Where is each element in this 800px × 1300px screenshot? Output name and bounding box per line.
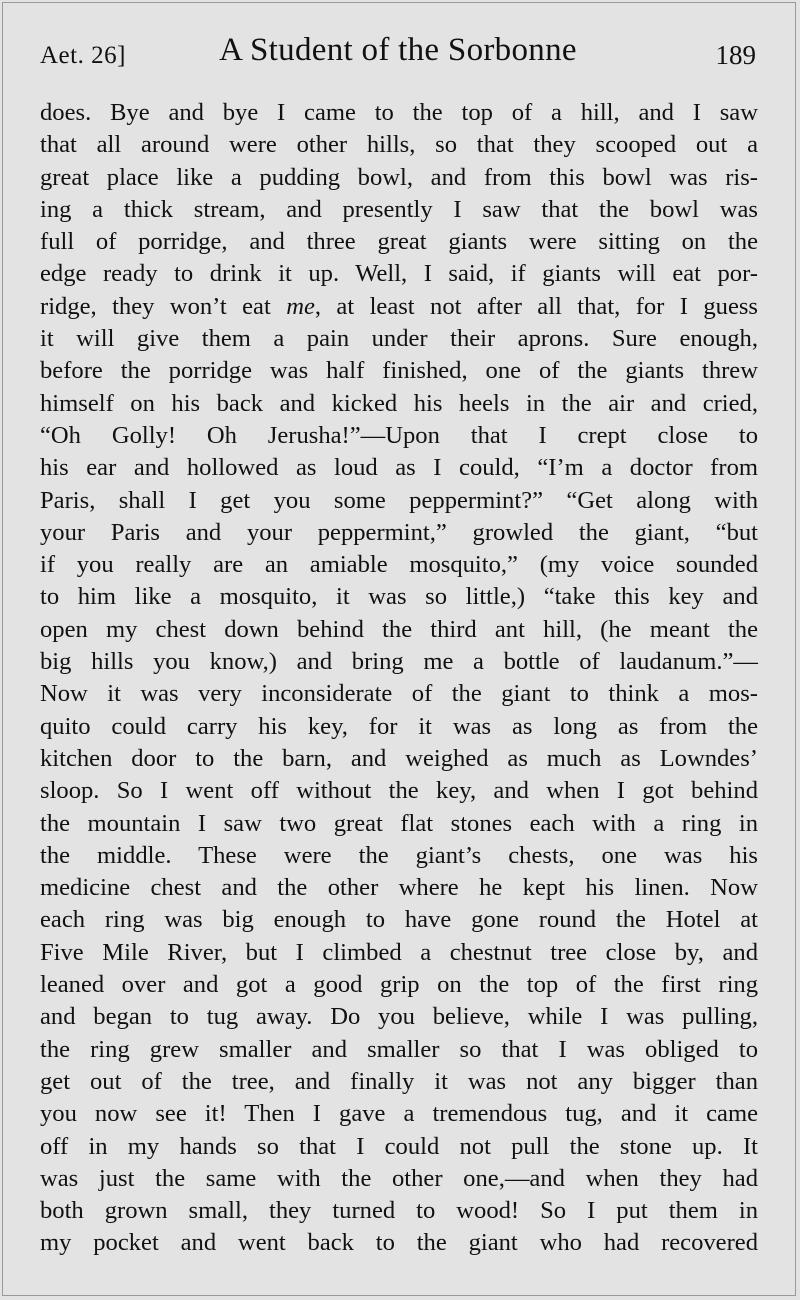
text-line: was just the same with the other one,—and when they had: [40, 1164, 758, 1192]
text-line: the mountain I saw two great flat stones each with a ring in: [40, 809, 758, 837]
text-line: medicine chest and the other where he kept his linen. Now: [40, 874, 758, 902]
text-line: does. Bye and bye I came to the top of a hill, and I saw: [40, 99, 758, 126]
text-line: great place like a pudding bowl, and from this bowl was ris-: [40, 163, 758, 191]
text-line: his ear and hollowed as loud as I could, “I’m a doctor from: [40, 454, 758, 482]
text-line: your Paris and your peppermint,” growled the giant, “but: [40, 518, 758, 546]
text-line: Paris, shall I get you some peppermint?” “Get along with: [40, 486, 758, 514]
text-line: edge ready to drink it up. Well, I said, if giants will eat por-: [40, 260, 758, 288]
text-line: if you really are an amiable mosquito,” (my voice sounded: [40, 551, 758, 579]
text-line: ridge, they won’t eat me, at least not after all that, for I guess: [40, 292, 758, 320]
text-line: Now it was very inconsiderate of the giant to think a mos-: [40, 680, 758, 708]
body-text: [40, 97, 758, 1260]
text-line: the ring grew smaller and smaller so that I was obliged to: [40, 1035, 758, 1063]
text-line: my pocket and went back to the giant who had recovered: [40, 1229, 758, 1257]
text-line: Five Mile River, but I climbed a chestnut tree close by, and: [40, 938, 758, 966]
text-line: off in my hands so that I could not pull the stone up. It: [40, 1132, 758, 1160]
text-line: sloop. So I went off without the key, and when I got behind: [40, 777, 758, 805]
running-head-title: A Student of the Sorbonne: [219, 32, 577, 68]
text-line: it will give them a pain under their aprons. Sure enough,: [40, 325, 758, 353]
text-line: kitchen door to the barn, and weighed as much as Lowndes’: [40, 744, 758, 772]
text-line: before the porridge was half finished, one of the giants threw: [40, 357, 758, 385]
text-line: you now see it! Then I gave a tremendous tug, and it came: [40, 1100, 758, 1128]
running-head-age: Aet. 26]: [40, 42, 126, 69]
text-line: to him like a mosquito, it was so little,) “take this key and: [40, 583, 758, 611]
text-line: and began to tug away. Do you believe, while I was pulling,: [40, 1003, 758, 1031]
text-line: quito could carry his key, for it was as long as from the: [40, 712, 758, 740]
emphasized-word: me: [286, 292, 315, 320]
text-line: that all around were other hills, so that they scooped out a: [40, 131, 758, 159]
text-line: ing a thick stream, and presently I saw that the bowl was: [40, 195, 758, 223]
text-line: “Oh Golly! Oh Jerusha!”—Upon that I crept close to: [40, 421, 758, 449]
text-line: each ring was big enough to have gone round the Hotel at: [40, 906, 758, 934]
text-line: big hills you know,) and bring me a bottle of laudanum.”—: [40, 648, 758, 676]
text-line: leaned over and got a good grip on the top of the first ring: [40, 971, 758, 999]
running-head: [40, 32, 756, 76]
text-line: open my chest down behind the third ant hill, (he meant the: [40, 615, 758, 643]
text-line: get out of the tree, and finally it was not any bigger than: [40, 1067, 758, 1095]
text-line: full of porridge, and three great giants were sitting on the: [40, 228, 758, 256]
page-number: 189: [715, 40, 756, 70]
text-line: both grown small, they turned to wood! So I put them in: [40, 1197, 758, 1225]
text-line: the middle. These were the giant’s chests, one was his: [40, 841, 758, 869]
text-line: himself on his back and kicked his heels in the air and cried,: [40, 389, 758, 417]
